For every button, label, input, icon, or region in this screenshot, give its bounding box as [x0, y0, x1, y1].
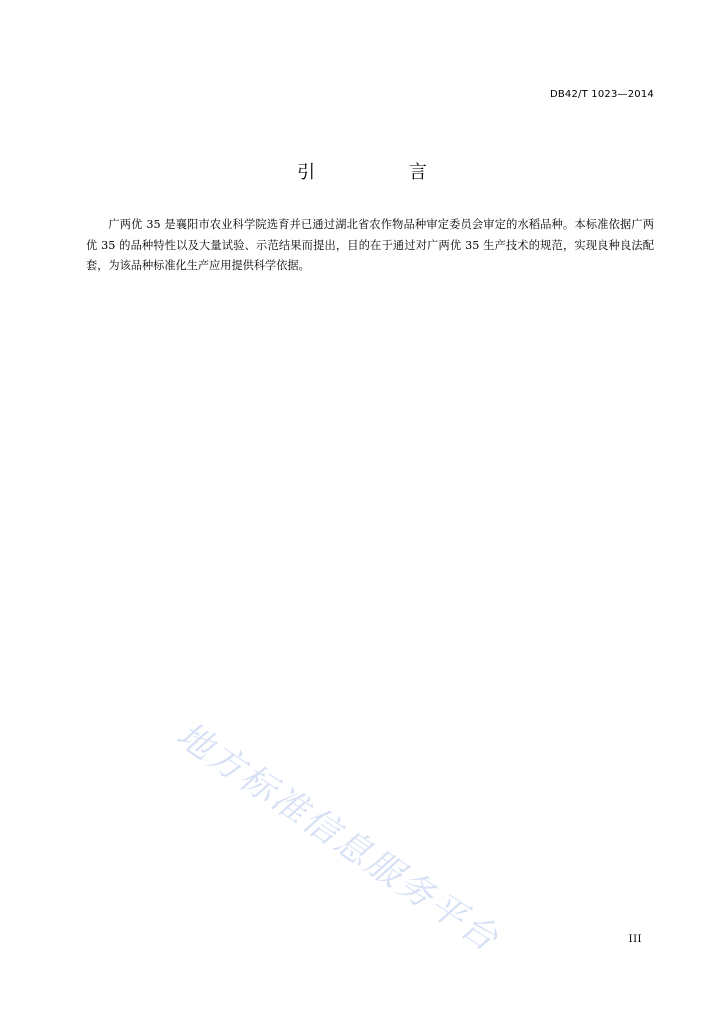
page-number: III — [628, 934, 642, 945]
introduction-paragraph: 广两优 35 是襄阳市农业科学院选育并已通过湖北省农作物品种审定委员会审定的水稻品种。本标准依据广两优 35 的品种特性以及大量试验、示范结果而提出，目的在于通过对广两优 35 生产技术的规范，实现良种良法配套，为该品种标准化生产应用提供科学依据。 — [86, 218, 654, 272]
standard-code: DB42/T 1023—2014 — [549, 89, 654, 100]
section-title: 引 言 — [297, 162, 471, 183]
watermark: 地方标准信息服务平台 — [169, 714, 507, 961]
